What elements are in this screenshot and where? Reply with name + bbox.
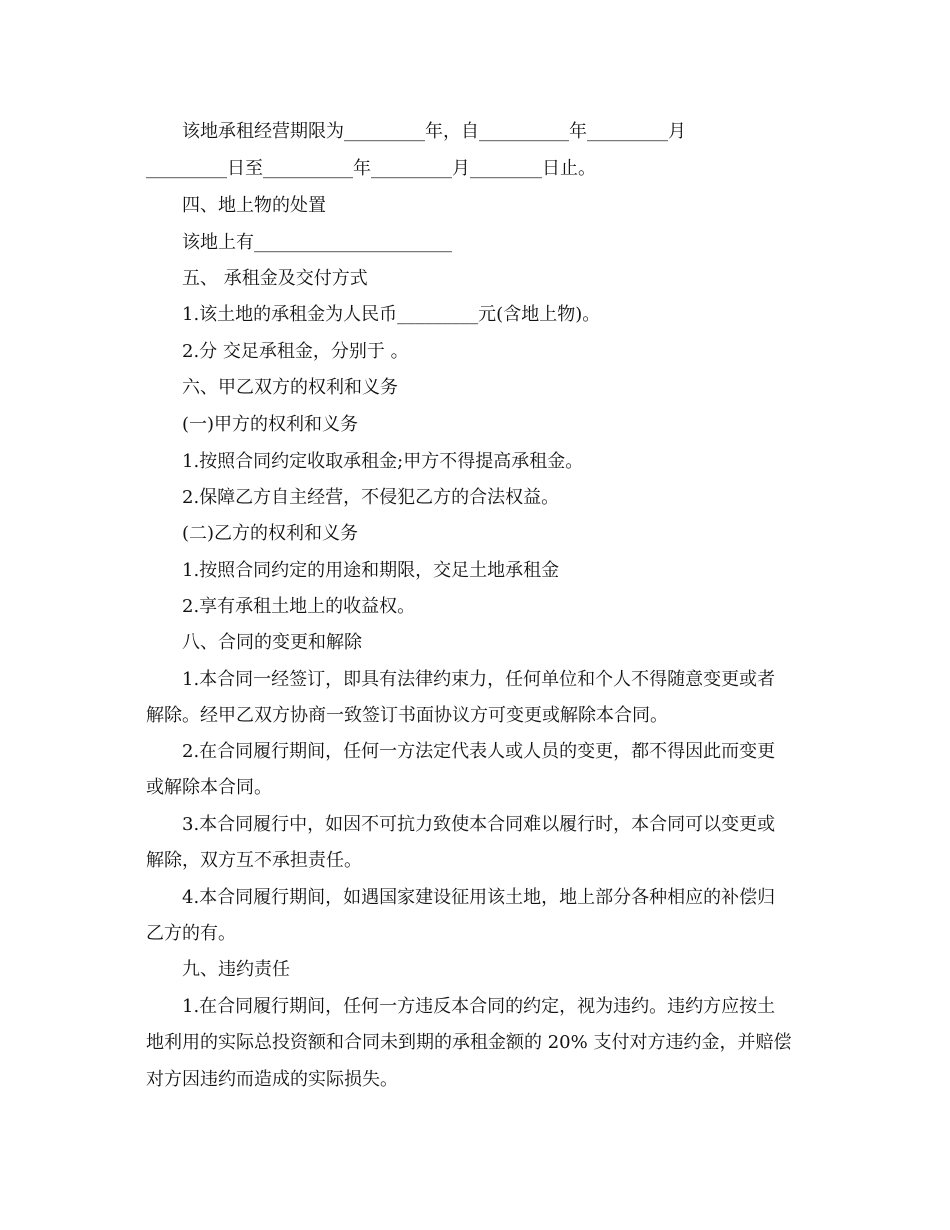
text-line: 1.该土地的承租金为人民币_________元(含地上物)。 [182,304,601,325]
text-line: 1.在合同履行期间，任何一方违反本合同的约定，视为违约。违约方应按土 [182,996,776,1017]
text-line: 2.分 交足承租金，分别于 。 [182,341,409,362]
text-line: 2.享有承租土地上的收益权。 [182,596,416,617]
text-line: 1.按照合同约定收取承租金;甲方不得提高承租金。 [182,451,584,472]
text-line: 该地承租经营期限为_________年，自__________年_________月 [182,121,686,142]
text-line: 1.本合同一经签订，即具有法律约束力，任何单位和个人不得随意变更或者 [182,669,776,690]
text-line: 4.本合同履行期间，如遇国家建设征用该土地，地上部分各种相应的补偿归 [182,887,776,908]
subsection-heading: (一)甲方的权利和义务 [182,414,359,435]
text-line: 或解除本合同。 [146,777,272,798]
section-heading: 五、 承租金及交付方式 [182,268,368,289]
text-line: 对方因违约而造成的实际损失。 [146,1069,398,1090]
section-heading: 八、合同的变更和解除 [182,632,362,653]
text-line: 2.在合同履行期间，任何一方法定代表人或人员的变更，都不得因此而变更 [182,741,776,762]
text-line: 3.本合同履行中，如因不可抗力致使本合同难以履行时，本合同可以变更或 [182,814,776,835]
subsection-heading: (二)乙方的权利和义务 [182,523,359,544]
text-line: 解除，双方互不承担责任。 [146,850,362,871]
text-line: 1.按照合同约定的用途和期限，交足土地承租金 [182,560,560,581]
section-heading: 九、违约责任 [182,959,290,980]
section-heading: 六、甲乙双方的权利和义务 [182,377,398,398]
text-line: 2.保障乙方自主经营，不侵犯乙方的合法权益。 [182,487,560,508]
text-line: 地利用的实际总投资额和合同未到期的承租金额的 20% 支付对方违约金，并赔偿 [146,1032,792,1053]
text-line: 解除。经甲乙双方协商一致签订书面协议方可变更或解除本合同。 [146,705,668,726]
text-line: _________日至__________年_________月________日止。 [146,158,596,179]
text-line: 乙方的有。 [146,923,236,944]
text-line: 该地上有______________________ [182,232,452,253]
section-heading: 四、地上物的处置 [182,195,326,216]
